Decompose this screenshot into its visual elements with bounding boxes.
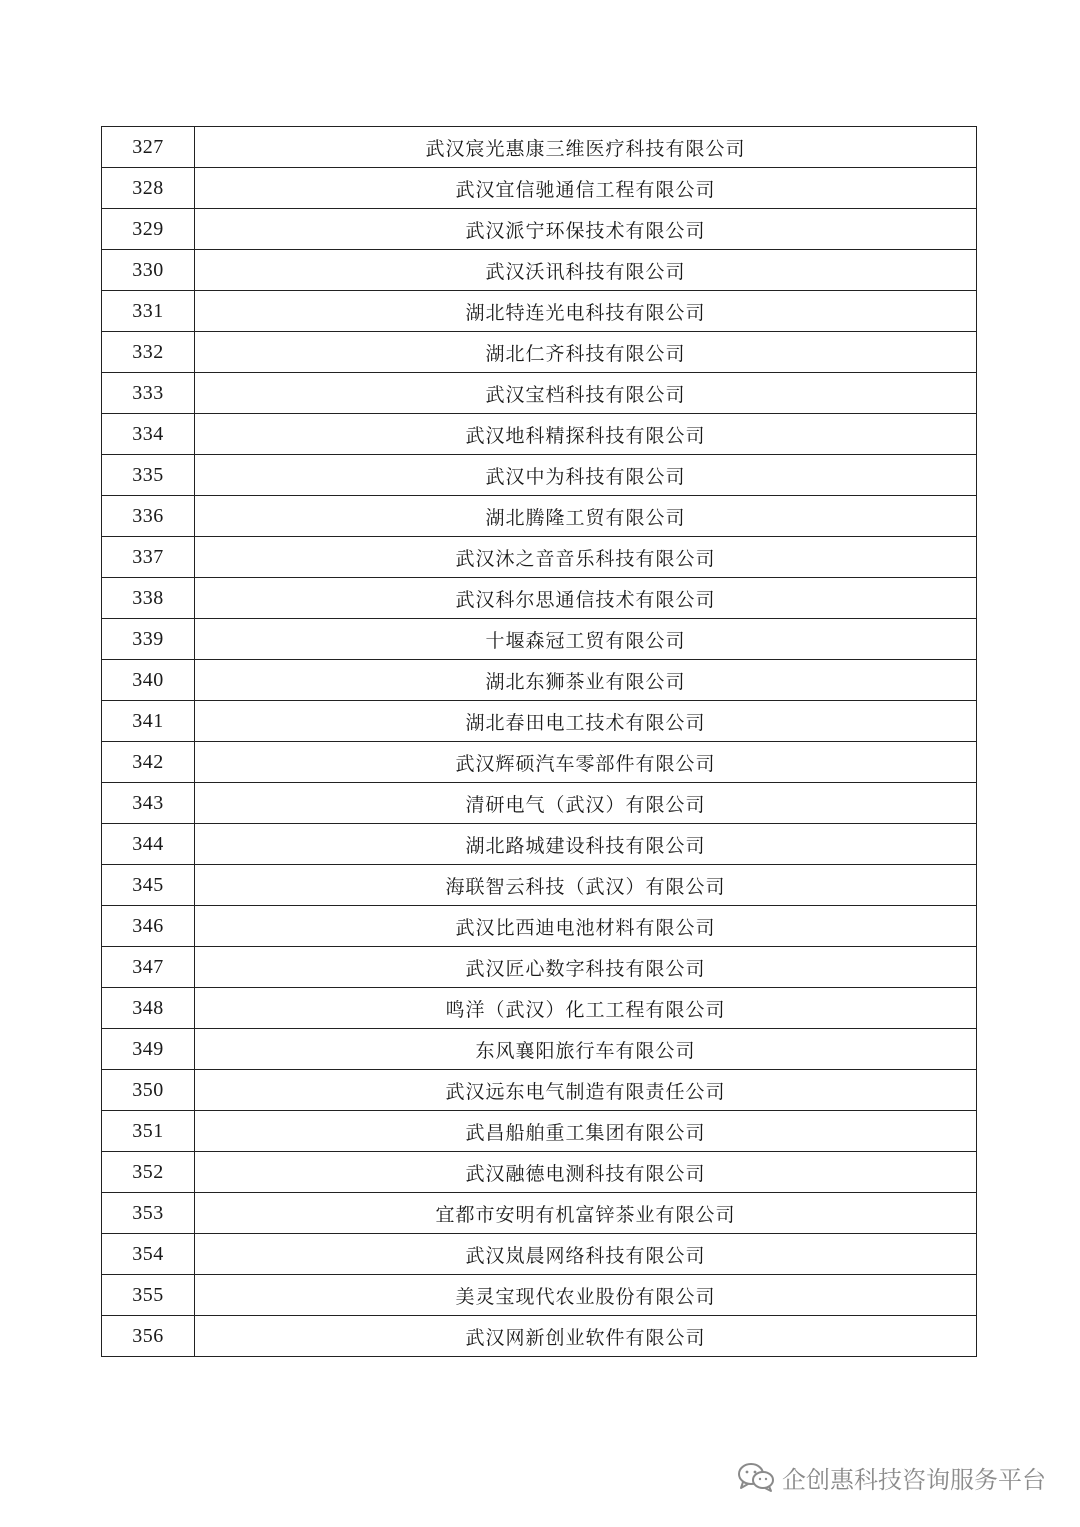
wechat-icon [736, 1461, 776, 1493]
row-number: 339 [102, 619, 195, 660]
row-number: 352 [102, 1152, 195, 1193]
row-number: 342 [102, 742, 195, 783]
table-row [102, 1234, 977, 1275]
company-name: 武汉派宁环保技术有限公司 [195, 209, 977, 250]
row-number: 329 [102, 209, 195, 250]
table-row [102, 824, 977, 865]
watermark-text: 企创惠科技咨询服务平台 [782, 1465, 1046, 1494]
row-number: 330 [102, 250, 195, 291]
table-row [102, 209, 977, 250]
table-row [102, 291, 977, 332]
row-number: 341 [102, 701, 195, 742]
table-row [102, 578, 977, 619]
table-row [102, 701, 977, 742]
row-number: 346 [102, 906, 195, 947]
row-number: 347 [102, 947, 195, 988]
company-name: 武汉匠心数字科技有限公司 [195, 947, 977, 988]
row-number: 354 [102, 1234, 195, 1275]
company-name: 武昌船舶重工集团有限公司 [195, 1111, 977, 1152]
table-row [102, 127, 977, 168]
table-row [102, 332, 977, 373]
company-name: 东风襄阳旅行车有限公司 [195, 1029, 977, 1070]
company-name: 武汉宜信驰通信工程有限公司 [195, 168, 977, 209]
table-row [102, 1152, 977, 1193]
row-number: 340 [102, 660, 195, 701]
company-name: 湖北路城建设科技有限公司 [195, 824, 977, 865]
row-number: 355 [102, 1275, 195, 1316]
row-number: 345 [102, 865, 195, 906]
company-name: 武汉科尔思通信技术有限公司 [195, 578, 977, 619]
company-name: 十堰森冠工贸有限公司 [195, 619, 977, 660]
table-row [102, 1193, 977, 1234]
table-row [102, 496, 977, 537]
row-number: 328 [102, 168, 195, 209]
table-row [102, 455, 977, 496]
row-number: 356 [102, 1316, 195, 1357]
company-name: 湖北腾隆工贸有限公司 [195, 496, 977, 537]
table-row [102, 250, 977, 291]
row-number: 327 [102, 127, 195, 168]
table-row [102, 1029, 977, 1070]
company-name: 宜都市安明有机富锌茶业有限公司 [195, 1193, 977, 1234]
table-row [102, 947, 977, 988]
watermark [736, 1457, 1046, 1497]
company-name: 武汉沃讯科技有限公司 [195, 250, 977, 291]
company-name: 武汉宝档科技有限公司 [195, 373, 977, 414]
table-row [102, 1070, 977, 1111]
table-row [102, 619, 977, 660]
row-number: 344 [102, 824, 195, 865]
table-row [102, 1111, 977, 1152]
company-name: 美灵宝现代农业股份有限公司 [195, 1275, 977, 1316]
table-row [102, 168, 977, 209]
company-name: 武汉辉硕汽车零部件有限公司 [195, 742, 977, 783]
company-name: 湖北仁齐科技有限公司 [195, 332, 977, 373]
table-row [102, 660, 977, 701]
table-row [102, 537, 977, 578]
row-number: 348 [102, 988, 195, 1029]
table-row [102, 906, 977, 947]
company-name: 武汉中为科技有限公司 [195, 455, 977, 496]
table-row [102, 783, 977, 824]
company-name: 武汉岚晨网络科技有限公司 [195, 1234, 977, 1275]
company-name: 武汉比西迪电池材料有限公司 [195, 906, 977, 947]
company-name: 湖北春田电工技术有限公司 [195, 701, 977, 742]
row-number: 336 [102, 496, 195, 537]
table-row [102, 373, 977, 414]
company-name: 湖北东狮茶业有限公司 [195, 660, 977, 701]
company-name: 武汉融德电测科技有限公司 [195, 1152, 977, 1193]
company-name: 武汉沐之音音乐科技有限公司 [195, 537, 977, 578]
row-number: 335 [102, 455, 195, 496]
table-body [102, 127, 977, 1357]
row-number: 343 [102, 783, 195, 824]
table-row [102, 865, 977, 906]
table-row [102, 1275, 977, 1316]
company-name: 清研电气（武汉）有限公司 [195, 783, 977, 824]
row-number: 331 [102, 291, 195, 332]
company-name: 湖北特连光电科技有限公司 [195, 291, 977, 332]
row-number: 349 [102, 1029, 195, 1070]
company-name: 武汉网新创业软件有限公司 [195, 1316, 977, 1357]
company-name: 鸣洋（武汉）化工工程有限公司 [195, 988, 977, 1029]
company-name: 海联智云科技（武汉）有限公司 [195, 865, 977, 906]
row-number: 337 [102, 537, 195, 578]
company-name: 武汉地科精探科技有限公司 [195, 414, 977, 455]
row-number: 334 [102, 414, 195, 455]
row-number: 338 [102, 578, 195, 619]
company-name: 武汉远东电气制造有限责任公司 [195, 1070, 977, 1111]
row-number: 333 [102, 373, 195, 414]
table-row [102, 414, 977, 455]
row-number: 332 [102, 332, 195, 373]
company-name: 武汉宸光惠康三维医疗科技有限公司 [195, 127, 977, 168]
table-row [102, 988, 977, 1029]
company-list-table [101, 126, 977, 1357]
table-row [102, 1316, 977, 1357]
row-number: 351 [102, 1111, 195, 1152]
row-number: 350 [102, 1070, 195, 1111]
row-number: 353 [102, 1193, 195, 1234]
table-row [102, 742, 977, 783]
